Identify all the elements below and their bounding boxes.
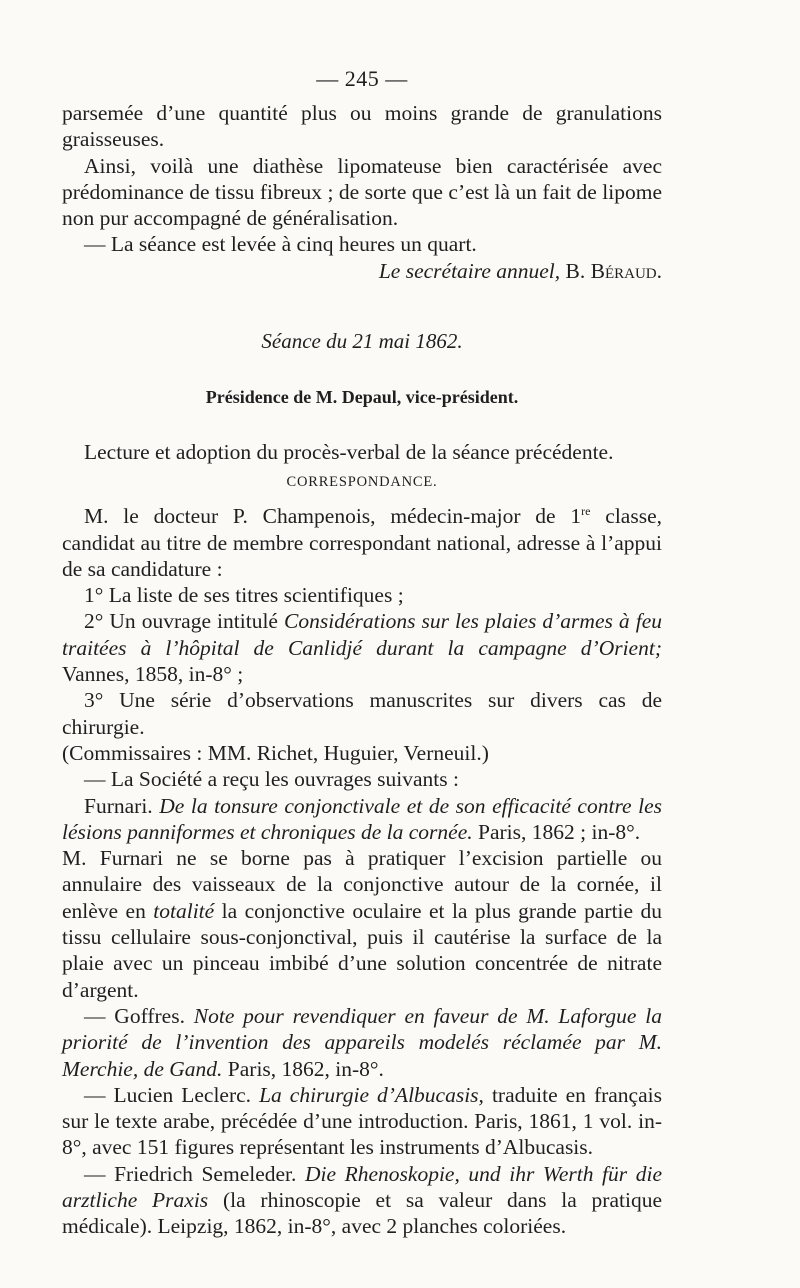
signature-role: Le secrétaire annuel,: [378, 258, 561, 283]
seance-title: Séance du 21 mai 1862.: [261, 329, 463, 354]
leclerc-entry: — Lucien Leclerc. La chirurgie d’Albucasis, traduite en français sur le texte arabe, précédée d’une introduction. Paris, 1861, 1 vol. in-8°, avec 151 figures représentant les instruments d’Albucasis.: [62, 1082, 662, 1160]
signature: [62, 258, 662, 284]
semeleder-entry: — Friedrich Semeleder. Die Rhenoskopie, und ihr Werth für die arztliche Praxis (la rhinoscopie et sa valeur dans la pratique médicale). Leipzig, 1862, in-8°, avec 2 planches coloriées.: [62, 1161, 663, 1239]
list-item-2: 2° Un ouvrage intitulé Considérations sur les plaies d’armes à feu traitées à l’hôpital de Canlidjé durant la campagne d’Orient; Vannes, 1858, in-8° ;: [62, 609, 663, 687]
list-item-3: 3° Une série d’observations manuscrites sur divers cas de chirurgie.: [62, 688, 662, 739]
list-item-1: 1° La liste de ses titres scientifiques ;: [84, 583, 404, 608]
page-number: — 245 —: [316, 66, 408, 91]
commissaires: (Commissaires : MM. Richet, Huguier, Verneuil.): [62, 740, 489, 765]
lecture-paragraph: Lecture et adoption du procès-verbal de la séance précédente.: [84, 439, 614, 464]
correspondance-heading: CORRESPONDANCE.: [286, 473, 438, 490]
furnari-description: M. Furnari ne se borne pas à pratiquer l’excision partielle ou annulaire des vaisseaux de la conjonctive autour de la cornée, il enlève en totalité la conjonctive oculaire et la plus grande partie du tissu cellulaire sous-conjonctival, puis il cautérise la surface de la plaie avec un pinceau imbibé d’une solution concentrée de nitrate d’argent.: [62, 846, 662, 1002]
paragraph-seance-levee: — La séance est levée à cinq heures un quart.: [84, 232, 477, 257]
paragraph-continuation: parsemée d’une quantité plus ou moins grande de granulations graisseuses.: [62, 101, 662, 152]
furnari-entry: Furnari. De la tonsure conjonctivale et de son efficacité contre les lésions panniformes et chroniques de la cornée. Paris, 1862 ; in-8°.: [62, 793, 662, 844]
ouvrages-recus: — La Société a reçu les ouvrages suivants :: [84, 767, 459, 792]
goffres-entry: — Goffres. Note pour revendiquer en faveur de M. Laforgue la priorité de l’invention des appareils modelés réclamée par M. Merchie, de Gand. Paris, 1862, in-8°.: [62, 1003, 662, 1081]
paragraph-lipome: Ainsi, voilà une diathèse lipomateuse bien caractérisée avec prédominance de tissu fibreux ; de sorte que c’est là un fait de lipome non pur accompagné de généralisation.: [62, 153, 662, 231]
presidence-heading: Présidence de M. Depaul, vice-président.: [205, 387, 519, 408]
champenois-paragraph: M. le docteur P. Champenois, médecin-major de 1re classe, candidat au titre de membre correspondant national, adresse à l’appui de sa candidature :: [62, 504, 662, 581]
signature-name: B. Béraud.: [565, 258, 662, 283]
